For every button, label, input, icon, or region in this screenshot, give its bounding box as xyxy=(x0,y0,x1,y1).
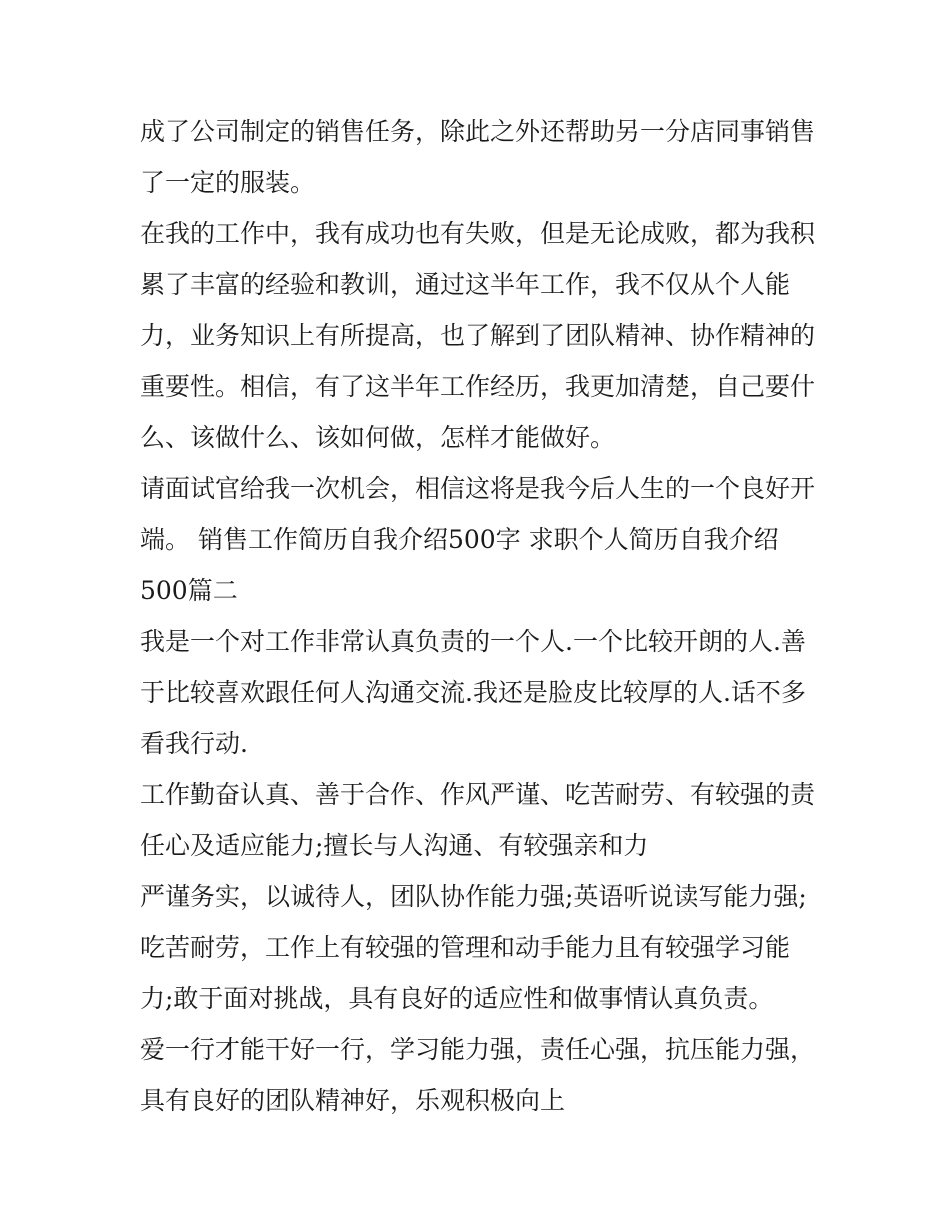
text-line-13: 看我行动. xyxy=(140,729,248,758)
text-line-8: 请面试官给我一次机会，相信这将是我今后人生的一个良好开 xyxy=(140,474,816,503)
text-line-19: 爱一行才能干好一行，学习能力强，责任心强，抗压能力强， xyxy=(140,1035,816,1064)
text-line-20: 具有良好的团队精神好，乐观积极向上 xyxy=(140,1086,566,1115)
text-line-5: 力，业务知识上有所提高，也了解到了团队精神、协作精神的 xyxy=(140,321,816,350)
text-line-16: 严谨务实，以诚待人，团队协作能力强;英语听说读写能力强; xyxy=(140,882,807,911)
text-line-12: 于比较喜欢跟任何人沟通交流.我还是脸皮比较厚的人.话不多 xyxy=(140,678,806,707)
text-line-3: 在我的工作中，我有成功也有失败，但是无论成败，都为我积 xyxy=(140,219,816,248)
text-line-9: 端。 销售工作简历自我介绍500字 求职个人简历自我介绍 xyxy=(140,525,779,554)
text-line-1: 成了公司制定的销售任务，除此之外还帮助另一分店同事销售 xyxy=(140,117,816,146)
document-body xyxy=(140,106,820,1126)
text-line-18: 力;敢于面对挑战，具有良好的适应性和做事情认真负责。 xyxy=(140,984,774,1013)
text-line-4: 累了丰富的经验和教训，通过这半年工作，我不仅从个人能 xyxy=(140,270,791,299)
text-line-17: 吃苦耐劳，工作上有较强的管理和动手能力且有较强学习能 xyxy=(140,933,791,962)
section-heading-part-2: 500篇二 xyxy=(140,576,238,605)
text-line-11: 我是一个对工作非常认真负责的一个人.一个比较开朗的人.善 xyxy=(140,627,806,656)
text-line-14: 工作勤奋认真、善于合作、作风严谨、吃苦耐劳、有较强的责 xyxy=(140,780,816,809)
text-line-6: 重要性。相信，有了这半年工作经历，我更加清楚，自己要什 xyxy=(140,372,816,401)
text-line-15: 任心及适应能力;擅长与人沟通、有较强亲和力 xyxy=(140,831,649,860)
text-line-2: 了一定的服装。 xyxy=(140,168,316,197)
text-line-7: 么、该做什么、该如何做，怎样才能做好。 xyxy=(140,423,616,452)
